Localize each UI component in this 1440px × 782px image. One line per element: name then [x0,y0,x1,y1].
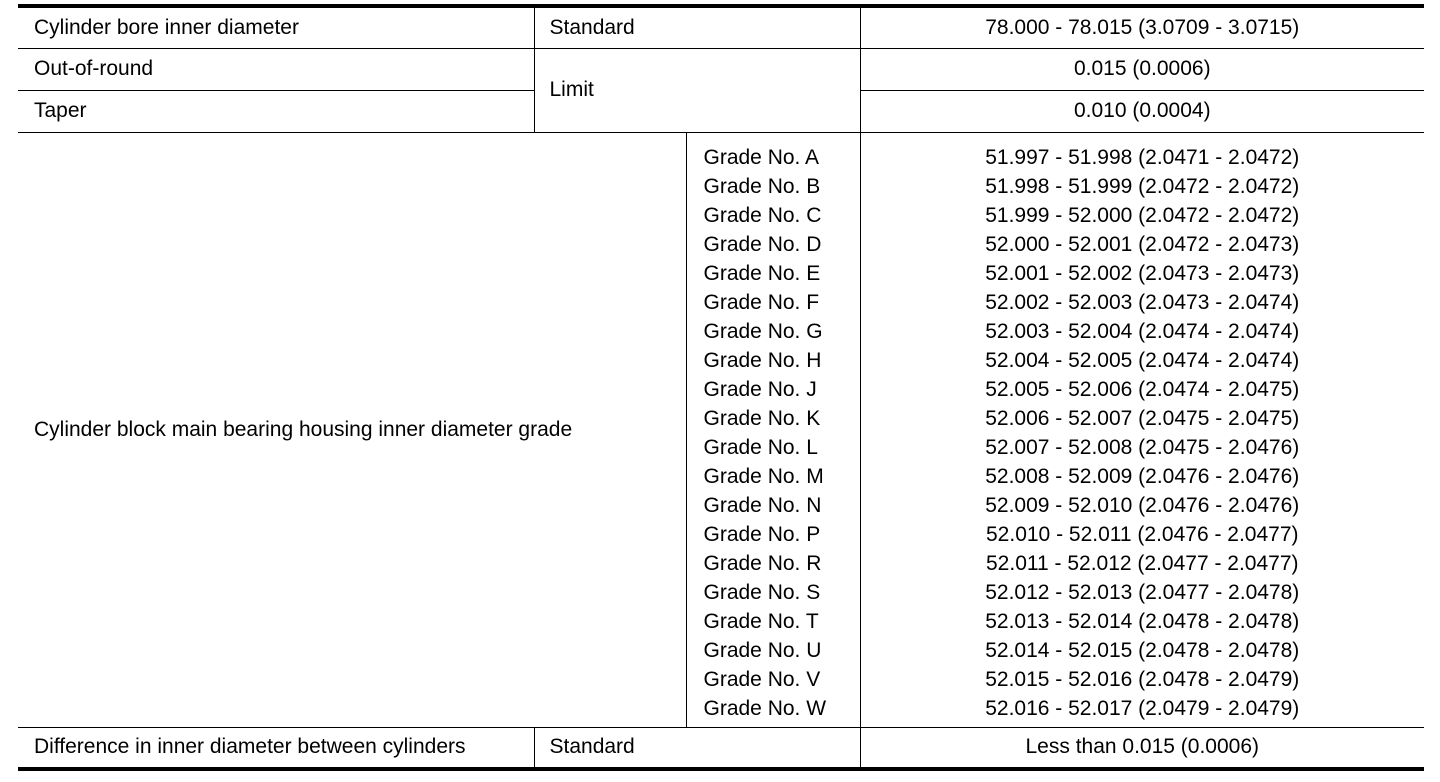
difference-category: Standard [534,727,860,769]
grade-name: Grade No. S [703,580,821,604]
grade-value: 52.007 - 52.008 (2.0475 - 2.0476) [985,435,1300,459]
grade-name: Grade No. B [703,174,821,198]
grade-value: 51.997 - 51.998 (2.0471 - 2.0472) [985,145,1300,169]
grade-value: 52.001 - 52.002 (2.0473 - 2.0473) [985,261,1300,285]
specification-table [18,4,1424,771]
grade-name: Grade No. N [703,493,822,517]
grade-value: 52.016 - 52.017 (2.0479 - 2.0479) [985,696,1300,720]
grade-value: 52.015 - 52.016 (2.0478 - 2.0479) [985,667,1300,691]
grade-names-cell [686,132,860,727]
grade-name: Grade No. F [703,290,820,314]
grade-name: Grade No. K [703,406,821,430]
grade-name: Grade No. T [703,609,819,633]
grade-value: 52.005 - 52.006 (2.0474 - 2.0475) [985,377,1300,401]
row-difference [18,727,1424,769]
grade-name: Grade No. C [703,203,822,227]
taper-label: Taper [18,90,534,132]
grade-value: 52.000 - 52.001 (2.0472 - 2.0473) [985,232,1300,256]
row-cylinder-bore [18,6,1424,48]
grade-value: 52.013 - 52.014 (2.0478 - 2.0478) [985,609,1300,633]
grade-value: 52.009 - 52.010 (2.0476 - 2.0476) [985,493,1300,517]
grade-value: 51.999 - 52.000 (2.0472 - 2.0472) [985,203,1300,227]
grade-value: 52.012 - 52.013 (2.0477 - 2.0478) [985,580,1300,604]
row-housing-grades [18,132,1424,727]
grade-name: Grade No. W [703,696,827,720]
out-of-round-value: 0.015 (0.0006) [860,48,1424,90]
limit-category: Limit [534,48,860,132]
cylinder-bore-label: Cylinder bore inner diameter [18,6,534,48]
grade-names-list [687,133,860,723]
grade-name: Grade No. J [703,377,817,401]
cylinder-bore-value: 78.000 - 78.015 (3.0709 - 3.0715) [860,6,1424,48]
grade-value: 52.003 - 52.004 (2.0474 - 2.0474) [985,319,1300,343]
grade-name: Grade No. A [703,145,820,169]
grade-value: 52.011 - 52.012 (2.0477 - 2.0477) [986,551,1299,575]
grade-value: 52.010 - 52.011 (2.0476 - 2.0477) [986,522,1299,546]
cylinder-bore-category: Standard [534,6,860,48]
row-out-of-round [18,48,1424,90]
out-of-round-label: Out-of-round [18,48,534,90]
grade-name: Grade No. R [703,551,822,575]
grade-name: Grade No. V [703,667,821,691]
housing-grade-label: Cylinder block main bearing housing inner diameter grade [18,132,686,727]
grade-value: 52.008 - 52.009 (2.0476 - 2.0476) [985,464,1300,488]
grade-value: 52.014 - 52.015 (2.0478 - 2.0478) [985,638,1300,662]
taper-value: 0.010 (0.0004) [860,90,1424,132]
grade-name: Grade No. G [703,319,823,343]
grade-values-list [861,133,1425,723]
grade-name: Grade No. P [703,522,821,546]
grade-value: 51.998 - 51.999 (2.0472 - 2.0472) [985,174,1300,198]
difference-value: Less than 0.015 (0.0006) [860,727,1424,769]
grade-value: 52.002 - 52.003 (2.0473 - 2.0474) [985,290,1300,314]
grade-name: Grade No. L [703,435,818,459]
difference-label: Difference in inner diameter between cylinders [18,727,534,769]
grade-name: Grade No. U [703,638,822,662]
grade-value: 52.006 - 52.007 (2.0475 - 2.0475) [985,406,1300,430]
grade-value: 52.004 - 52.005 (2.0474 - 2.0474) [985,348,1300,372]
grade-name: Grade No. E [703,261,821,285]
grade-name: Grade No. H [703,348,822,372]
grade-values-cell [860,132,1424,727]
grade-name: Grade No. D [703,232,822,256]
grade-name: Grade No. M [703,464,824,488]
